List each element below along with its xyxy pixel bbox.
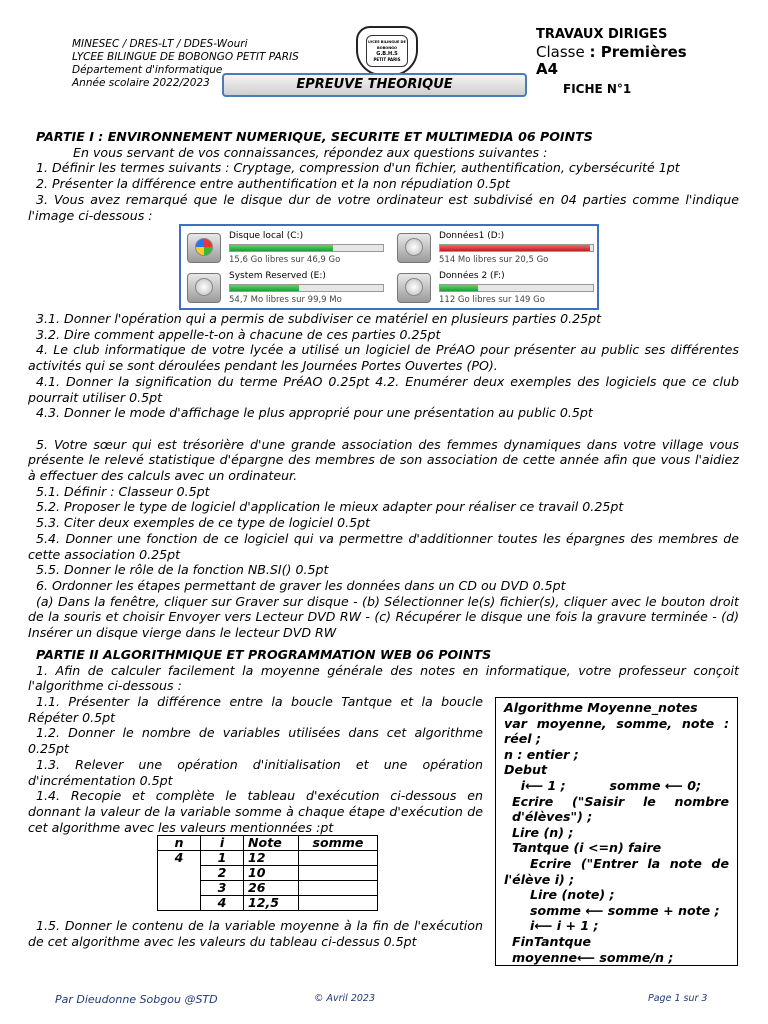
- question-6-steps: (a) Dans la fenêtre, cliquer sur Graver sur disque - (b) Sélectionner le(s) fichier(s), cliquer avec le bouton droit de la souris et choisir Envoyer vers Lecteur DVD RW - (c) Récupérer le disque une fois la gravure terminée - (d) Insérer un disque vierge dans le lecteur DVD RW: [28, 593, 739, 641]
- class-line: Classe : Premières: [536, 43, 687, 61]
- question-5-5: 5.5. Donner le rôle de la fonction NB.SI() 0.5pt: [36, 562, 329, 578]
- algo-line: Lire (note) ;: [530, 887, 615, 903]
- question-ii-1-5: 1.5. Donner le contenu de la variable moyenne à la fin de l'exécution de cet algorithme avec les valeurs du tableau ci-dessus 0.5pt: [28, 918, 483, 949]
- part2-block-c: [28, 918, 483, 949]
- algo-line: i⟵ i + 1 ;: [530, 918, 599, 934]
- algo-line: n : entier ;: [504, 746, 579, 762]
- execution-table: [157, 835, 378, 911]
- algo-line: somme ⟵ somme + note ;: [530, 902, 720, 918]
- disk-partitions-image: [179, 224, 599, 310]
- algo-line: Algorithme Moyenne_notes: [504, 700, 698, 715]
- part1-intro: En vous servant de vos connaissances, répondez aux questions suivantes :: [73, 144, 548, 160]
- disk-c: Disque local (C:) 15,6 Go libres sur 46,9 Go: [185, 229, 385, 267]
- question-ii-1-3: 1.3. Relever une opération d'initialisation et une opération d'incrémentation 0.5pt: [28, 756, 483, 788]
- school-line-1: MINESEC / DRES-LT / DDES-Wouri: [72, 38, 248, 50]
- part1-block-a: [28, 129, 739, 223]
- algo-line: Debut: [504, 762, 547, 778]
- algo-line: var moyenne, somme, note : réel ;: [504, 715, 729, 747]
- algo-line: Ecrire ("Saisir le nombre d'élèves") ;: [512, 793, 729, 825]
- algo-line: moyenne⟵ somme/n ;: [512, 949, 674, 965]
- drive-icon: [397, 233, 431, 263]
- algo-line: Tantque (i <=n) faire: [512, 840, 662, 856]
- disk-f: Données 2 (F:) 112 Go libres sur 149 Go: [395, 269, 595, 307]
- question-1: 1. Définir les termes suivants : Cryptage, compression d'un fichier, authentification, cybersécurité 1pt: [36, 160, 680, 176]
- part2-block-a: [28, 647, 739, 694]
- part1-title: PARTIE I : ENVIRONNEMENT NUMERIQUE, SECURITE ET MULTIMEDIA 06 POINTS: [36, 129, 593, 144]
- footer-author: Par Dieudonne Sobgou @STD: [55, 993, 218, 1006]
- question-ii-1: 1. Afin de calculer facilement la moyenne générale des notes en informatique, votre professeur conçoit l'algorithme ci-dessous :: [28, 662, 739, 694]
- footer-page: Page 1 sur 3: [648, 993, 708, 1004]
- drive-icon: [397, 273, 431, 303]
- part2-title: PARTIE II ALGORITHMIQUE ET PROGRAMMATION WEB 06 POINTS: [36, 647, 492, 662]
- class-level: A4: [536, 60, 559, 78]
- school-line-3: Département d'informatique: [72, 64, 223, 76]
- question-3: 3. Vous avez remarqué que le disque dur de votre ordinateur est subdivisé en 04 parties comme l'indique l'image ci-dessous :: [28, 191, 739, 223]
- question-6: 6. Ordonner les étapes permettant de graver les données dans un CD ou DVD 0.5pt: [36, 577, 566, 593]
- disk-usage-bar: [230, 285, 299, 291]
- drive-icon: [187, 273, 221, 303]
- question-3-1: 3.1. Donner l'opération qui a permis de subdiviser ce matériel en plusieurs parties 0.25pt: [36, 311, 602, 326]
- algo-line: FinTantque: [512, 933, 591, 949]
- disk-d: Données1 (D:) 514 Mo libres sur 20,5 Go: [395, 229, 595, 267]
- table-row: 2 10: [158, 866, 378, 881]
- table-row: 3 26: [158, 881, 378, 896]
- algorithm-box: [495, 697, 738, 966]
- question-5-2: 5.2. Proposer le type de logiciel d'application le mieux adapter pour réaliser ce travail 0.25pt: [36, 499, 624, 515]
- question-4-3: 4.3. Donner le mode d'affichage le plus approprié pour une présentation au public 0.5pt: [36, 405, 593, 421]
- question-5-1: 5.1. Définir : Classeur 0.5pt: [36, 483, 210, 499]
- question-5-3: 5.3. Citer deux exemples de ce type de logiciel 0.5pt: [36, 515, 371, 531]
- question-4-1: 4.1. Donner la signification du terme PréAO 0.25pt 4.2. Enumérer deux exemples des logiciels que ce club pourrait utiliser 0.5pt: [28, 373, 739, 405]
- question-5-4: 5.4. Donner une fonction de ce logiciel qui va permettre d'additionner toutes les épargnes des membres de cette association 0.25pt: [28, 530, 739, 562]
- question-ii-1-2: 1.2. Donner le nombre de variables utilisées dans cet algorithme 0.25pt: [28, 725, 483, 757]
- sheet-number: FICHE N°1: [563, 82, 632, 96]
- question-5: 5. Votre sœur qui est trésorière d'une grande association des femmes dynamiques dans votre village vous présente le relevé statistique d'épargne des membres de son association de cette année afin que vous l'aidiez à effectuer des calculs avec un ordinateur.: [28, 436, 739, 484]
- school-line-4: Année scolaire 2022/2023: [72, 77, 210, 89]
- school-logo: LYCEE BILINGUE DE BOBONGO G.B.H.S PETIT PARIS: [356, 26, 418, 76]
- question-4: 4. Le club informatique de votre lycée a utilisé un logiciel de PréAO pour présenter au public ses différentes activités qui se sont déroulées pendant les Journées Portes Ouvertes (PO).: [28, 342, 739, 374]
- disk-usage-bar: [230, 245, 333, 251]
- windows-drive-icon: [187, 233, 221, 263]
- algo-line: Ecrire ("Entrer la note de l'élève i) ;: [504, 855, 729, 887]
- algo-line: Lire (n) ;: [512, 824, 574, 840]
- footer-date: © Avril 2023: [314, 993, 376, 1004]
- question-ii-1-1: 1.1. Présenter la différence entre la boucle Tantque et la boucle Répéter 0.5pt: [28, 694, 483, 725]
- exam-banner: EPREUVE THEORIQUE: [222, 73, 527, 97]
- table-header-row: n i Note somme: [158, 836, 378, 851]
- algo-line: i⟵ 1 ; somme ⟵ 0;: [512, 777, 702, 793]
- disk-usage-bar: [440, 245, 590, 251]
- school-line-2: LYCEE BILINGUE DE BOBONGO PETIT PARIS: [72, 51, 299, 63]
- table-row: 4 12,5: [158, 896, 378, 911]
- question-ii-1-4: 1.4. Recopie et complète le tableau d'exécution ci-dessous en donnant la valeur de la variable somme à chaque étape d'exécution de cet algorithme avec les valeurs mentionnées :pt: [28, 788, 483, 835]
- exam-type: TRAVAUX DIRIGES: [536, 27, 668, 42]
- exam-info: [536, 27, 736, 78]
- question-2: 2. Présenter la différence entre authentification et la non répudiation 0.5pt: [36, 176, 510, 192]
- disk-usage-bar: [440, 285, 478, 291]
- disk-e: System Reserved (E:) 54,7 Mo libres sur 99,9 Mo: [185, 269, 385, 307]
- part1-block-b: [28, 311, 739, 641]
- part2-block-b: [28, 694, 483, 835]
- question-3-2: 3.2. Dire comment appelle-t-on à chacune de ces parties 0.25pt: [36, 326, 441, 342]
- table-row: 4 1 12: [158, 851, 378, 866]
